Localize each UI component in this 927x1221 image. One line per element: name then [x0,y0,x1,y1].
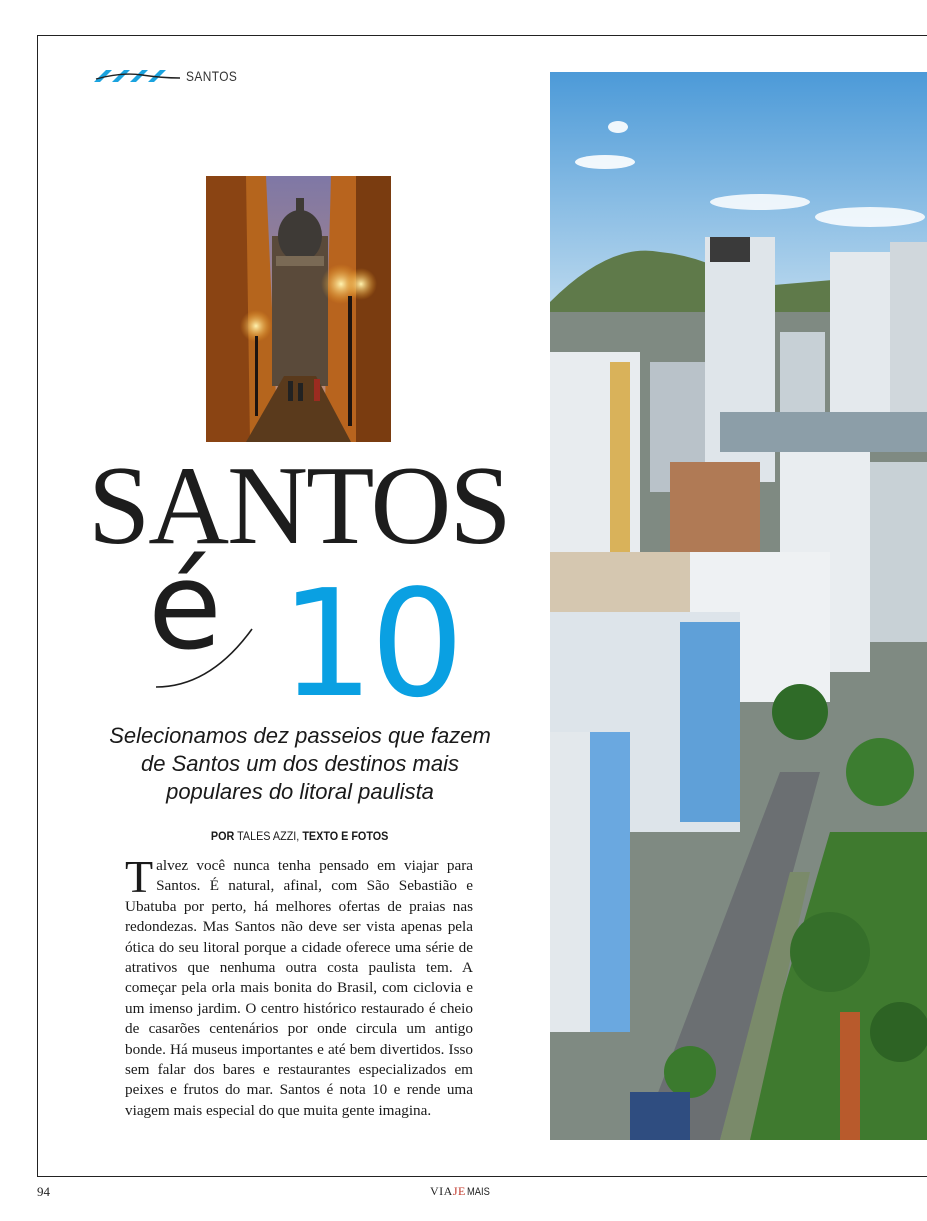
section-label: SANTOS [186,68,238,84]
byline-credit: TEXTO E FOTOS [302,829,389,843]
street-night-photo [206,176,391,442]
section-tag [92,64,246,88]
headline-santos: SANTOS [88,444,510,568]
city-photo-illustration [550,72,927,1140]
byline-author: TALES AZZI, [237,829,300,843]
footer-brand-via: VIA [430,1184,453,1198]
footer-brand [430,1184,494,1199]
headline-swoosh-icon [150,625,260,695]
headline-connector: é [148,538,222,677]
dropcap: T [125,851,154,902]
byline-por: POR [211,829,235,843]
headline-number: 10 [280,558,461,730]
article-body [125,851,473,1121]
page-number: 94 [37,1184,50,1199]
article-body-text: alvez você nunca tenha pensado em viajar para Santos. É natural, afinal, com São Sebastião e Ubatuba por perto, há melhores ofertas de praias nas redondezas. Mas Santos não deve ser vista apenas pela ótica do seu litoral porque a cidade oferece uma série de atrativos que nenhuma outra costa paulista tem. A começar pela orla mais bonita do Brasil, com ciclovia e um imenso jardim. O centro histórico restaurado é cheio de casarões centenários por onde circula um antigo bonde. Há museus importantes e até bem divertidos. Isso sem falar dos bares e restaurantes especializados em peixes e frutos do mar. Santos é nota 10 e rende uma viagem mais especial do que muita gente imagina. [125,857,473,1119]
street-photo-illustration [206,176,391,442]
city-aerial-photo [550,72,927,1140]
byline [125,829,475,843]
subtitle: Selecionamos dez passeios que fazem de Santos um dos destinos mais populares do litoral paulista [109,723,491,804]
section-stripes-icon [92,66,182,86]
footer-brand-je: JE [452,1184,466,1198]
footer-brand-mais: MAIS [466,1186,490,1198]
footer-brand-viaje [430,1184,466,1199]
